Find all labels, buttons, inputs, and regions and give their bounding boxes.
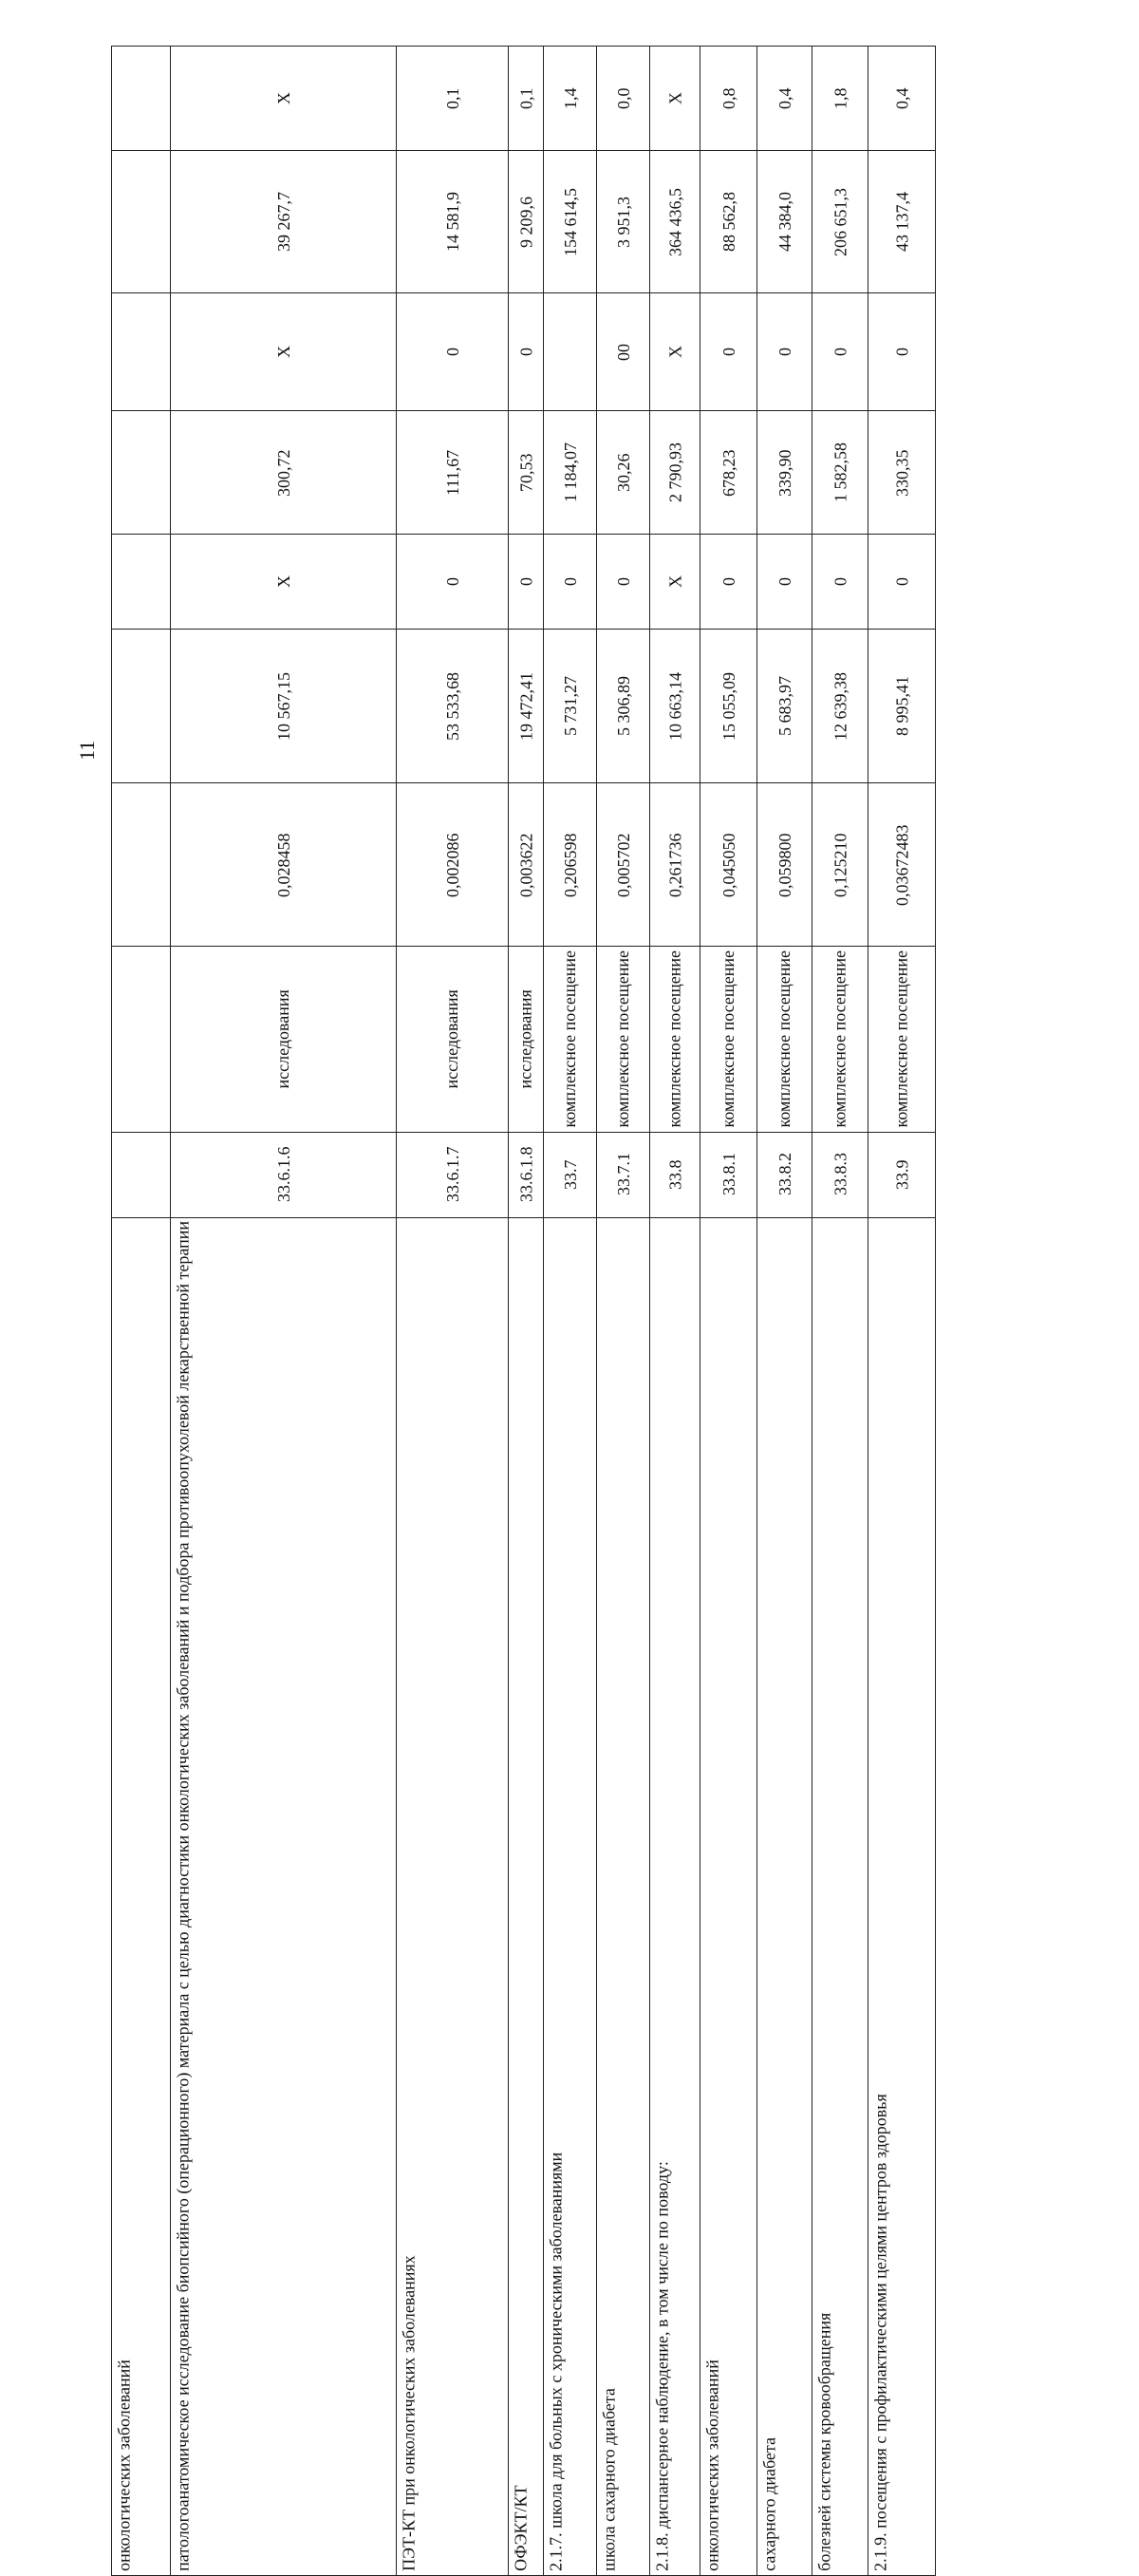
cell-text: 5 731,27: [560, 676, 580, 736]
share-cell: [509, 47, 544, 151]
cost-x-cell: [171, 535, 397, 630]
rub1-cell: [757, 411, 812, 535]
total-cell: [812, 151, 868, 293]
cost-cell: [757, 630, 812, 783]
volume-cell: [509, 783, 544, 947]
table-row: [112, 411, 936, 535]
cell-text: сахарного диабета: [759, 2437, 778, 2572]
total-cell: [112, 151, 171, 293]
code-cell: [757, 1132, 812, 1217]
volume-cell: [700, 783, 757, 947]
name-cell: [597, 1217, 650, 2576]
cost-cell: [700, 630, 757, 783]
cost-x-cell: [650, 535, 700, 630]
unit-cell: [112, 947, 171, 1133]
cell-text: комплексное посещение: [830, 950, 850, 1128]
total-cell: [397, 151, 509, 293]
cell-text: 0,003622: [515, 832, 535, 897]
cell-text: исследования: [441, 989, 461, 1089]
rub1-x-cell: [544, 293, 597, 411]
rub1-x-cell: [112, 293, 171, 411]
total-cell: [700, 151, 757, 293]
cost-x-cell: [868, 535, 936, 630]
volume-cell: [397, 783, 509, 947]
rub1-cell: [597, 411, 650, 535]
cost-cell: [112, 630, 171, 783]
cost-cell: [650, 630, 700, 783]
cell-text: 330,35: [891, 448, 911, 497]
cell-text: 0: [775, 577, 794, 586]
name-cell: [544, 1217, 597, 2576]
name-cell: [700, 1217, 757, 2576]
cost-x-cell: [112, 535, 171, 630]
cell-text: 33.8: [664, 1159, 684, 1190]
cell-text: 678,23: [719, 448, 738, 497]
cell-text: 300,72: [273, 448, 293, 497]
unit-cell: [650, 947, 700, 1133]
code-cell: [812, 1132, 868, 1217]
share-cell: [544, 47, 597, 151]
cell-text: 00: [613, 343, 633, 361]
cell-text: 0,002086: [442, 832, 462, 897]
share-cell: [868, 47, 936, 151]
cell-text: 0,4: [891, 87, 911, 109]
volume-cell: [868, 783, 936, 947]
share-cell: [650, 47, 700, 151]
cell-text: 0,0: [613, 87, 633, 109]
share-cell: [757, 47, 812, 151]
total-cell: [868, 151, 936, 293]
share-cell: [700, 47, 757, 151]
cell-text: школа сахарного диабета: [599, 2388, 618, 2572]
code-cell: [112, 1132, 171, 1217]
volume-cell: [171, 783, 397, 947]
cost-x-cell: [700, 535, 757, 630]
cost-x-cell: [544, 535, 597, 630]
name-cell: [171, 1217, 397, 2576]
unit-cell: [544, 947, 597, 1133]
name-cell: [397, 1217, 509, 2576]
unit-cell: [171, 947, 397, 1133]
cell-text: 0,005702: [613, 832, 633, 897]
cell-text: 0: [719, 577, 738, 586]
code-cell: [509, 1132, 544, 1217]
cell-text: X: [664, 346, 684, 358]
cell-text: комплексное посещение: [891, 950, 911, 1128]
share-cell: [597, 47, 650, 151]
cost-cell: [868, 630, 936, 783]
cell-text: X: [664, 575, 684, 588]
rub1-cell: [812, 411, 868, 535]
rub1-x-cell: [650, 293, 700, 411]
rub1-cell: [171, 411, 397, 535]
rub1-cell: [509, 411, 544, 535]
cell-text: 0: [830, 348, 850, 356]
rub1-x-cell: [812, 293, 868, 411]
rub1-x-cell: [868, 293, 936, 411]
cell-text: 1 184,07: [560, 442, 580, 502]
table-row: [112, 293, 936, 411]
cell-text: X: [273, 92, 293, 104]
cell-text: комплексное посещение: [718, 950, 738, 1128]
cell-text: 0: [775, 348, 794, 356]
cell-text: 33.7: [560, 1159, 580, 1190]
cell-text: 0: [719, 348, 738, 356]
cell-text: 2.1.9. посещения с профилактическими целями центров здоровья: [870, 2094, 889, 2572]
cell-text: 0,03672483: [891, 823, 911, 906]
unit-cell: [812, 947, 868, 1133]
cell-text: 12 639,38: [830, 671, 850, 741]
cell-text: 0: [515, 577, 535, 586]
cell-text: 30,26: [613, 453, 633, 492]
cell-text: 3 951,3: [613, 196, 633, 248]
cost-cell: [397, 630, 509, 783]
cell-text: комплексное посещение: [559, 950, 579, 1128]
cost-x-cell: [397, 535, 509, 630]
total-cell: [650, 151, 700, 293]
cell-text: X: [273, 575, 293, 588]
unit-cell: [757, 947, 812, 1133]
table-row: [112, 630, 936, 783]
rub1-x-cell: [171, 293, 397, 411]
share-cell: [171, 47, 397, 151]
cell-text: исследования: [515, 989, 535, 1089]
share-cell: [812, 47, 868, 151]
rub1-x-cell: [757, 293, 812, 411]
rub1-cell: [544, 411, 597, 535]
cell-text: 0,1: [442, 87, 462, 109]
tariff-table: [111, 46, 936, 2576]
cell-text: 5 306,89: [613, 676, 633, 736]
name-cell: [509, 1217, 544, 2576]
cell-text: 33.6.1.8: [515, 1146, 535, 1203]
total-cell: [544, 151, 597, 293]
cell-text: 33.9: [891, 1159, 911, 1190]
cell-text: исследования: [272, 989, 292, 1089]
total-cell: [757, 151, 812, 293]
cell-text: 2.1.8. диспансерное наблюдение, в том числе по поводу:: [652, 2161, 671, 2572]
cell-text: 15 055,09: [719, 671, 738, 741]
rub1-cell: [700, 411, 757, 535]
cell-text: 1,4: [560, 87, 580, 109]
rub1-cell: [650, 411, 700, 535]
cell-text: 0,8: [719, 87, 738, 109]
share-cell: [112, 47, 171, 151]
cell-text: 0,206598: [560, 832, 580, 897]
cell-text: 2.1.7. школа для больных с хроническими заболеваниями: [546, 2153, 565, 2572]
cell-text: ПЭТ-КТ при онкологических заболеваниях: [399, 2255, 418, 2572]
rub1-x-cell: [700, 293, 757, 411]
rub1-x-cell: [509, 293, 544, 411]
cell-text: онкологических заболеваний: [702, 2360, 721, 2572]
volume-cell: [650, 783, 700, 947]
cell-text: 0: [891, 348, 911, 356]
code-cell: [650, 1132, 700, 1217]
total-cell: [509, 151, 544, 293]
rub1-x-cell: [397, 293, 509, 411]
cost-x-cell: [597, 535, 650, 630]
table-row: [112, 47, 936, 151]
cell-text: 33.6.1.7: [442, 1146, 462, 1203]
cell-text: 0: [442, 577, 462, 586]
cell-text: комплексное посещение: [612, 950, 632, 1128]
unit-cell: [397, 947, 509, 1133]
cell-text: 0,028458: [273, 832, 293, 897]
cost-x-cell: [509, 535, 544, 630]
code-cell: [868, 1132, 936, 1217]
cell-text: 10 663,14: [664, 671, 684, 741]
table-row: [112, 535, 936, 630]
cost-cell: [171, 630, 397, 783]
code-cell: [700, 1132, 757, 1217]
table-row: [112, 947, 936, 1133]
cell-text: 154 614,5: [560, 187, 580, 256]
code-cell: [597, 1132, 650, 1217]
cell-text: онкологических заболеваний: [114, 2360, 133, 2572]
unit-cell: [868, 947, 936, 1133]
cell-text: 339,90: [775, 448, 794, 497]
cell-text: 14 581,9: [442, 192, 462, 252]
cell-text: 206 651,3: [830, 187, 850, 256]
code-cell: [171, 1132, 397, 1217]
cell-text: 0,4: [775, 87, 794, 109]
cell-text: 0: [830, 577, 850, 586]
table-row: [112, 1132, 936, 1217]
cost-x-cell: [757, 535, 812, 630]
cell-text: комплексное посещение: [774, 950, 794, 1128]
total-cell: [171, 151, 397, 293]
table-body: [112, 47, 936, 2576]
name-cell: [812, 1217, 868, 2576]
cell-text: 33.8.3: [830, 1153, 850, 1196]
cell-text: X: [273, 346, 293, 358]
cost-cell: [544, 630, 597, 783]
name-cell: [868, 1217, 936, 2576]
cell-text: 0: [442, 348, 462, 356]
cell-text: 88 562,8: [719, 192, 738, 252]
volume-cell: [812, 783, 868, 947]
volume-cell: [544, 783, 597, 947]
cell-text: 43 137,4: [891, 192, 911, 252]
table-row: [112, 1217, 936, 2576]
cost-x-cell: [812, 535, 868, 630]
page-number: 11: [75, 740, 99, 761]
share-cell: [397, 47, 509, 151]
cost-cell: [812, 630, 868, 783]
cell-text: 9 209,6: [515, 196, 535, 248]
cell-text: 53 533,68: [442, 671, 462, 741]
cell-text: 70,53: [515, 453, 535, 492]
cost-cell: [509, 630, 544, 783]
cell-text: 33.6.1.6: [273, 1146, 293, 1203]
cell-text: 0,059800: [775, 832, 794, 897]
cell-text: X: [664, 92, 684, 104]
table-row: [112, 151, 936, 293]
volume-cell: [112, 783, 171, 947]
cell-text: ОФЭКТ/КТ: [511, 2486, 530, 2572]
cell-text: 0,261736: [664, 832, 684, 897]
cell-text: 0,125210: [830, 832, 850, 897]
volume-cell: [597, 783, 650, 947]
cell-text: комплексное посещение: [664, 950, 684, 1128]
unit-cell: [509, 947, 544, 1133]
cell-text: 0: [891, 577, 911, 586]
rotated-page: [75, 46, 935, 2572]
rub1-cell: [112, 411, 171, 535]
unit-cell: [597, 947, 650, 1133]
cell-text: 39 267,7: [273, 192, 293, 252]
name-cell: [650, 1217, 700, 2576]
cell-text: 0,1: [515, 87, 535, 109]
unit-cell: [700, 947, 757, 1133]
total-cell: [597, 151, 650, 293]
cell-text: 5 683,97: [775, 676, 794, 736]
cell-text: болезней системы кровообращения: [814, 2313, 833, 2572]
cell-text: 33.8.1: [719, 1153, 738, 1196]
cell-text: 364 436,5: [664, 187, 684, 256]
cell-text: 0: [560, 577, 580, 586]
cell-text: 10 567,15: [273, 671, 293, 741]
cell-text: 0: [515, 348, 535, 356]
table-row: [112, 783, 936, 947]
cell-text: патологоанатомическое исследование биопсийного (операционного) материала с целью диагностики онкологических заболеваний и подбора противоопухолевой лекарственной терапии: [173, 1221, 192, 2572]
code-cell: [544, 1132, 597, 1217]
cell-text: 2 790,93: [664, 442, 684, 502]
cell-text: 8 995,41: [891, 676, 911, 736]
rub1-cell: [397, 411, 509, 535]
cell-text: 0: [613, 577, 633, 586]
cell-text: 33.8.2: [775, 1153, 794, 1196]
name-cell: [757, 1217, 812, 2576]
cell-text: 19 472,41: [515, 671, 535, 741]
rub1-cell: [868, 411, 936, 535]
name-cell: [112, 1217, 171, 2576]
cell-text: 1 582,58: [830, 442, 850, 502]
rub1-x-cell: [597, 293, 650, 411]
code-cell: [397, 1132, 509, 1217]
cell-text: 0,045050: [719, 832, 738, 897]
cell-text: 44 384,0: [775, 192, 794, 252]
volume-cell: [757, 783, 812, 947]
cell-text: 33.7.1: [613, 1153, 633, 1196]
cell-text: 1,8: [830, 87, 850, 109]
cost-cell: [597, 630, 650, 783]
cell-text: 111,67: [442, 449, 462, 496]
